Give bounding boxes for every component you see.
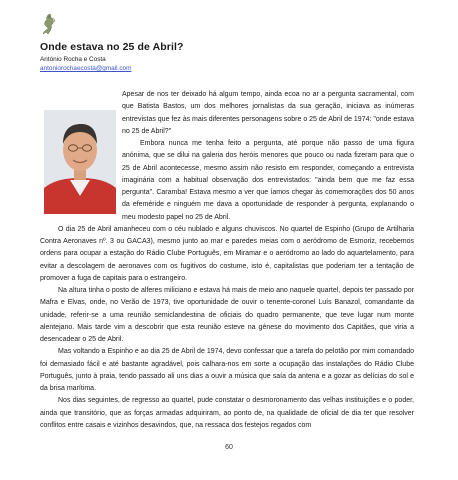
paragraph: Mas voltando a Espinho e ao dia 25 de Abril de 1974, devo confessar que a tarefa do pelotão por mim comandado foi demasiado fácil e até bastante agradável, pois calhara-nos em sorte a ocupação das instalações do Rádio Clube Português, junto à praia, tendo passado ali uns dias a ouvir a música que saía da antena e a gozar as delícias do sol e da brisa marítima.	[40, 348, 414, 392]
paragraph: Na altura tinha o posto de alferes miliciano e estava há mais de meio ano naquele quartel, depois ter passado por Mafra e Elvas, onde, no Verão de 1973, tive oportunidade de ouvir o tenente-coronel Luís Banazol, comandante da unidade, referir-se a uma reunião semiclandestina de oficiais do quadro permanente, que teve lugar num monte alentejano. Mais tarde vim a descobrir que esta reunião esteve na génese do movimento dos Capitães, que viria a desencadear o 25 de Abril.	[40, 287, 414, 343]
article-title: Onde estava no 25 de Abril?	[40, 41, 184, 53]
author-name: António Rocha e Costa	[40, 56, 106, 63]
paragraph: Embora nunca me tenha feito a pergunta, até porque não passo de uma figura anónima, que se dilui na galeria dos heróis menores que pouco ou nada fizeram para que o 25 de Abril acontecesse, mesmo assim não resisto em responder, começando a entrevista imaginária com a habitual observação dos entrevistados: "ainda bem que me faz essa pergunta". Caramba! Estava mesmo a ver que íamos chegar às comemorações dos 50 anos da efeméride e ninguém me dava a oportunidade de responder à pergunta, explanando o meu modesto papel no 25 de Abril.	[122, 140, 414, 221]
page-number: 60	[225, 444, 233, 451]
paragraph: O dia 25 de Abril amanheceu com o céu nublado e alguns chuviscos. No quartel de Espinho (Grupo de Artilharia Contra Aeronaves nº. 3 ou GACA3), mesmo junto ao mar e paredes meias com o aeródromo de Esmoriz, recebemos ordens para ocupar a estação do Rádio Clube Português, em Miramar e o aeródromo ao lado do aquartelamento, para evitar a descolagem de aeronaves com os fugitivos do costume, isto é, capitalistas que poderiam ter a tentação de promover a fuga de capitais para o estrangeiro.	[40, 225, 414, 282]
article-body	[40, 89, 414, 432]
author-email-link[interactable]: antoniorochaecosta@gmail.com	[40, 65, 132, 72]
mermaid-emblem-icon	[40, 13, 58, 35]
paragraph: Nos dias seguintes, de regresso ao quartel, pude constatar o desmoronamento das velhas instituições e o poder, ainda que transitório, que as forças armadas adquiriram, ao ponto de, na qualidade de oficial de dia ter que resolver conflitos entre casais e vizinhos desavindos, que, na ressaca dos festejos regados com	[40, 397, 414, 429]
paragraph: Apesar de nos ter deixado há algum tempo, ainda ecoa no ar a pergunta sacramental, com que Batista Bastos, um dos melhores jornalistas da sua geração, iniciava as inúmeras entrevistas que fez às mais diferentes personagens sobre o 25 de Abril de 1974: "onde estava no 25 de Abril?"	[122, 91, 415, 135]
